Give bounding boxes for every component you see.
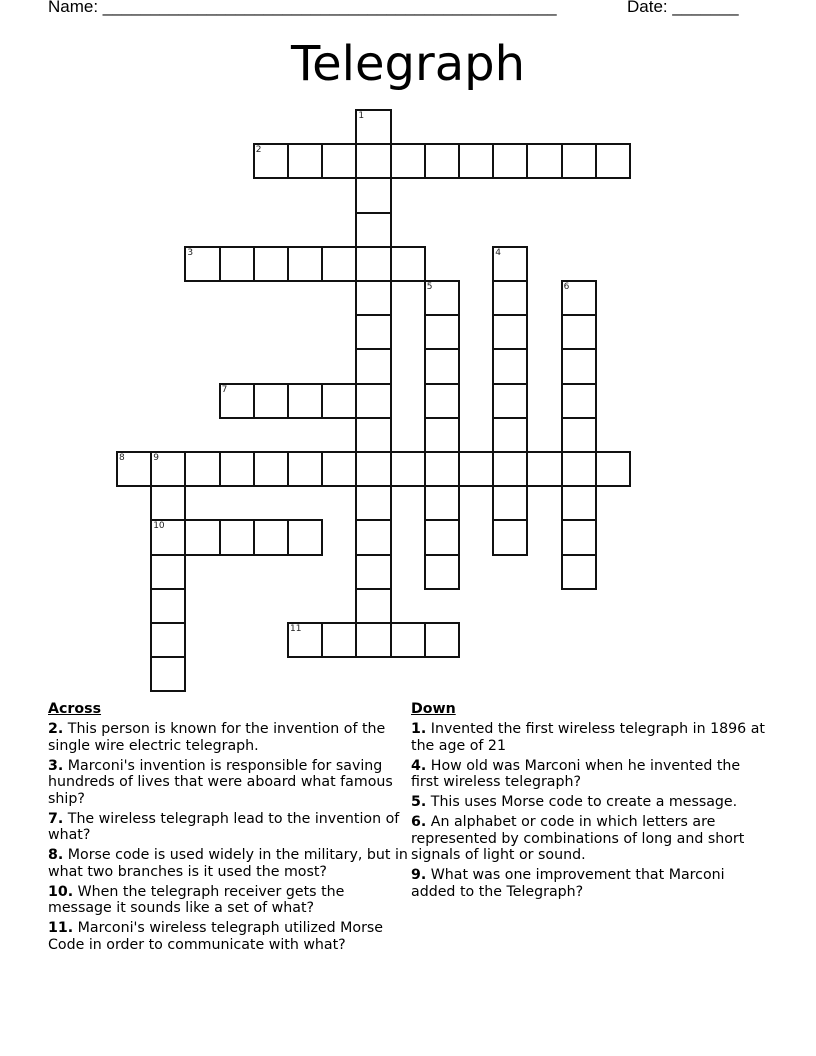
grid-cell[interactable] [253, 519, 289, 555]
grid-cell[interactable] [287, 519, 323, 555]
clue-number-label: 6 [563, 282, 570, 292]
grid-cell[interactable] [355, 212, 391, 248]
date-field[interactable]: Date: _______ [627, 0, 739, 16]
clue-down-6 [411, 814, 771, 864]
clue-text: Morse code is used widely in the military, but in what two branches is it used the most? [48, 847, 408, 880]
grid-cell[interactable] [561, 383, 597, 419]
clue-text: How old was Marconi when he invented the first wireless telegraph? [411, 757, 741, 790]
down-heading: Down [411, 701, 456, 717]
grid-cell[interactable] [355, 348, 391, 384]
clue-number: 7. [48, 810, 64, 827]
grid-cell[interactable] [390, 451, 426, 487]
grid-cell[interactable] [355, 143, 391, 179]
grid-cell[interactable] [492, 143, 528, 179]
grid-cell[interactable] [184, 451, 220, 487]
clue-number-label: 9 [153, 453, 159, 463]
clue-number-label: 7 [221, 384, 228, 395]
grid-cell[interactable] [390, 143, 426, 179]
grid-cell[interactable] [424, 451, 460, 487]
clue-text: This uses Morse code to create a message. [426, 794, 738, 810]
clue-number-label: 4 [495, 247, 501, 258]
clue-number-label: 1 [358, 111, 365, 121]
grid-cell[interactable] [561, 417, 597, 453]
grid-cell[interactable] [287, 451, 323, 487]
grid-cell[interactable] [492, 280, 528, 316]
grid-cell[interactable] [492, 451, 528, 487]
grid-cell[interactable] [424, 348, 460, 384]
clue-number-label: 10 [153, 521, 165, 532]
across-clues [48, 701, 408, 957]
clue-across-3 [48, 758, 408, 808]
clue-text: This person is known for the invention of the single wire electric telegraph. [48, 721, 386, 754]
grid-cell[interactable] [321, 143, 357, 179]
grid-cell[interactable] [321, 622, 357, 658]
grid-cell[interactable] [561, 485, 597, 521]
grid-cell[interactable] [355, 622, 391, 658]
grid-cell[interactable] [355, 417, 391, 453]
grid-cell[interactable] [492, 314, 528, 350]
grid-cell[interactable] [424, 314, 460, 350]
grid-cell[interactable] [253, 451, 289, 487]
grid-cell[interactable] [287, 246, 323, 282]
grid-cell[interactable] [424, 485, 460, 521]
grid-cell[interactable] [355, 280, 391, 316]
grid-cell[interactable] [424, 417, 460, 453]
clue-number: 8. [48, 847, 64, 863]
grid-cell[interactable] [150, 656, 186, 692]
clue-text: Invented the first wireless telegraph in 1896 at the age of 21 [411, 721, 765, 754]
grid-cell[interactable] [561, 314, 597, 350]
page-title: Telegraph [290, 36, 526, 92]
clue-across-7 [48, 811, 408, 844]
clue-number: 5. [411, 794, 427, 810]
clue-across-8 [48, 847, 408, 880]
clue-down-5 [411, 794, 771, 811]
clue-number: 1. [411, 721, 427, 737]
clue-text: When the telegraph receiver gets the message it sounds like a set of what? [48, 883, 345, 916]
grid-cell[interactable] [424, 622, 460, 658]
clue-text: The wireless telegraph lead to the invention of what? [48, 810, 400, 843]
grid-cell[interactable] [561, 451, 597, 487]
grid-cell[interactable] [526, 451, 562, 487]
grid-cell[interactable] [561, 280, 597, 316]
grid-cell[interactable] [424, 143, 460, 179]
grid-cell[interactable] [492, 348, 528, 384]
grid-cell[interactable] [287, 143, 323, 179]
grid-cell[interactable] [219, 451, 255, 487]
grid-cell[interactable] [321, 246, 357, 282]
clue-number-label: 3 [187, 247, 194, 258]
grid-cell[interactable] [561, 519, 597, 555]
clue-number: 6. [411, 814, 427, 830]
grid-cell[interactable] [355, 519, 391, 555]
grid-cell[interactable] [355, 588, 391, 624]
clue-number-label: 11 [290, 624, 302, 634]
grid-cell[interactable] [424, 383, 460, 419]
clue-text: Marconi's wireless telegraph utilized Morse Code in order to communicate with what? [48, 920, 384, 953]
grid-cell[interactable] [253, 383, 289, 419]
grid-cell[interactable] [355, 246, 391, 282]
grid-cell[interactable] [492, 485, 528, 521]
grid-cell[interactable] [150, 554, 186, 590]
grid-cell[interactable] [219, 246, 255, 282]
grid-cell[interactable] [150, 451, 186, 487]
grid-cell[interactable] [355, 554, 391, 590]
clue-number: 9. [411, 867, 427, 883]
grid-cell[interactable] [458, 143, 494, 179]
grid-cell[interactable] [561, 554, 597, 590]
grid-cell[interactable] [458, 451, 494, 487]
grid-cell[interactable] [492, 383, 528, 419]
clue-number: 4. [411, 757, 427, 774]
grid-cell[interactable] [287, 622, 323, 658]
clue-across-2 [48, 721, 408, 754]
grid-cell[interactable] [561, 348, 597, 384]
grid-cell[interactable] [150, 622, 186, 658]
grid-cell[interactable] [424, 280, 460, 316]
grid-cell[interactable] [184, 246, 220, 282]
grid-cell[interactable] [561, 143, 597, 179]
grid-cell[interactable] [355, 485, 391, 521]
grid-cell[interactable] [253, 246, 289, 282]
grid-cell[interactable] [355, 383, 391, 419]
clue-number-label: 2 [255, 145, 262, 156]
grid-cell[interactable] [253, 143, 289, 179]
clue-across-11 [48, 920, 408, 953]
grid-cell[interactable] [219, 383, 255, 419]
grid-cell[interactable] [492, 417, 528, 453]
clue-number: 2. [48, 721, 64, 737]
grid-cell[interactable] [321, 383, 357, 419]
grid-cell[interactable] [492, 519, 528, 555]
grid-cell[interactable] [424, 554, 460, 590]
grid-cell[interactable] [424, 519, 460, 555]
name-field[interactable]: Name: ________________________________________________ [48, 0, 557, 16]
grid-cell[interactable] [355, 109, 391, 145]
clue-number-label: 8 [119, 453, 125, 463]
grid-cell[interactable] [595, 143, 631, 179]
clue-down-1 [411, 721, 771, 754]
grid-cell[interactable] [492, 246, 528, 282]
clue-number: 10. [48, 883, 74, 900]
grid-cell[interactable] [287, 383, 323, 419]
clue-number: 11. [48, 920, 74, 936]
crossword-grid [117, 110, 630, 692]
clue-text: What was one improvement that Marconi added to the Telegraph? [411, 867, 725, 900]
grid-cell[interactable] [219, 519, 255, 555]
grid-cell[interactable] [390, 246, 426, 282]
grid-cell[interactable] [355, 177, 391, 213]
grid-cell[interactable] [150, 519, 186, 555]
clue-down-9 [411, 867, 771, 900]
grid-cell[interactable] [595, 451, 631, 487]
across-heading: Across [48, 701, 102, 717]
grid-cell[interactable] [116, 451, 152, 487]
clue-number-label: 5 [426, 282, 433, 292]
clue-text: Marconi's invention is responsible for saving hundreds of lives that were aboard what famous ship? [48, 757, 393, 807]
clue-text: An alphabet or code in which letters are represented by combinations of long and short signals of light or sound. [411, 814, 745, 863]
clue-across-10 [48, 884, 408, 917]
grid-cell[interactable] [355, 314, 391, 350]
grid-cell[interactable] [184, 519, 220, 555]
grid-cell[interactable] [150, 485, 186, 521]
clue-down-4 [411, 758, 771, 791]
grid-cell[interactable] [390, 622, 426, 658]
grid-cell[interactable] [526, 143, 562, 179]
clue-number: 3. [48, 757, 64, 774]
grid-cell[interactable] [355, 451, 391, 487]
grid-cell[interactable] [321, 451, 357, 487]
grid-cell[interactable] [150, 588, 186, 624]
down-clues [411, 701, 771, 904]
